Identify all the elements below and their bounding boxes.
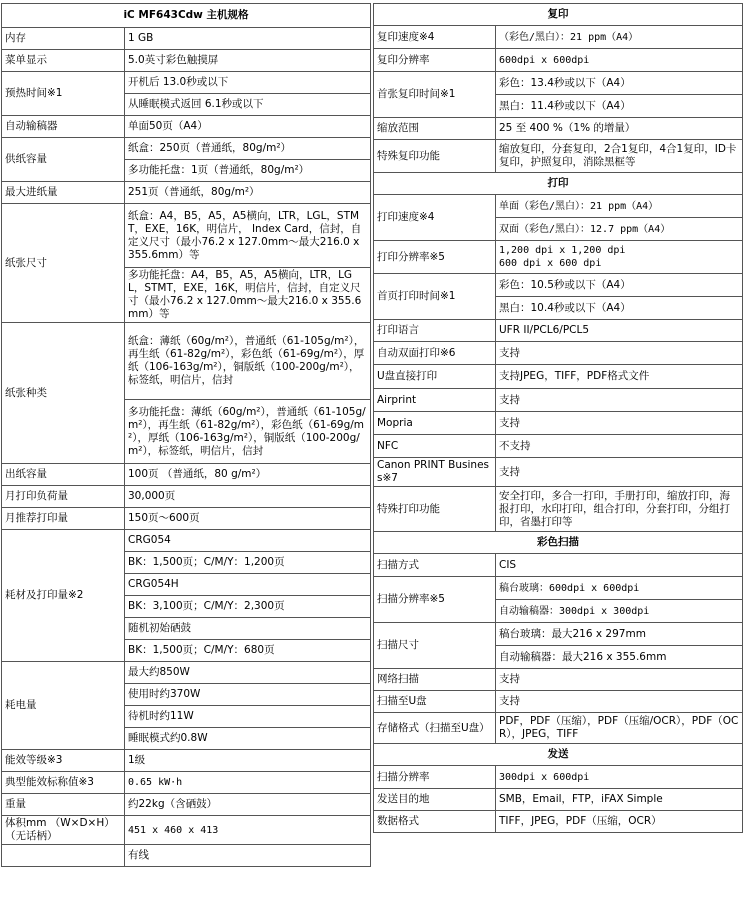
spec-label xyxy=(2,845,125,867)
table-row xyxy=(374,577,743,600)
section-title: 打印 xyxy=(374,173,743,195)
spec-value: 支持 xyxy=(496,669,743,691)
table-row xyxy=(374,118,743,140)
spec-value: 彩色：10.5秒或以下（A4） xyxy=(496,274,743,297)
spec-label: Airprint xyxy=(374,389,496,412)
table-row xyxy=(374,49,743,72)
spec-value: 待机时约11W xyxy=(125,706,371,728)
spec-value: 451 x 460 x 413 xyxy=(125,816,371,845)
spec-value: BK：1,500页；C/M/Y：680页 xyxy=(125,640,371,662)
table-row xyxy=(374,669,743,691)
spec-label: U盘直接打印 xyxy=(374,365,496,389)
spec-label: 能效等级※3 xyxy=(2,750,125,772)
table-row xyxy=(2,204,371,268)
table-row xyxy=(374,241,743,274)
table-row xyxy=(374,72,743,95)
spec-label: 体积mm （W×D×H）（无话柄） xyxy=(2,816,125,845)
spec-value: CRG054H xyxy=(125,574,371,596)
spec-label: 月打印负荷量 xyxy=(2,486,125,508)
spec-value: 有线 xyxy=(125,845,371,867)
spec-label: 最大进纸量 xyxy=(2,182,125,204)
table-row xyxy=(2,72,371,94)
table-row xyxy=(2,794,371,816)
spec-value: CRG054 xyxy=(125,530,371,552)
spec-label: 特殊打印功能 xyxy=(374,487,496,532)
section-title: 发送 xyxy=(374,744,743,766)
spec-value: 稿台玻璃：最大216 x 297mm xyxy=(496,623,743,646)
main-spec-table xyxy=(1,3,371,867)
spec-label: 网络扫描 xyxy=(374,669,496,691)
spec-value: PDF，PDF（压缩），PDF（压缩/OCR），PDF（OCR），JPEG，TIFF xyxy=(496,713,743,744)
spec-label: 缩放范围 xyxy=(374,118,496,140)
spec-label: Mopria xyxy=(374,412,496,435)
spec-value: 多功能托盘：1页（普通纸，80g/m²） xyxy=(125,160,371,182)
spec-label: 重量 xyxy=(2,794,125,816)
spec-value: 支持 xyxy=(496,691,743,713)
table-row xyxy=(374,766,743,789)
table-row xyxy=(2,662,371,684)
spec-label: 供纸容量 xyxy=(2,138,125,182)
spec-value: 约22kg（含硒鼓） xyxy=(125,794,371,816)
spec-value: 1 GB xyxy=(125,28,371,50)
table-row xyxy=(2,138,371,160)
spec-value: 1级 xyxy=(125,750,371,772)
spec-label: Canon PRINT Business※7 xyxy=(374,458,496,487)
spec-value: 150页～600页 xyxy=(125,508,371,530)
table-row xyxy=(2,323,371,400)
spec-value: 100页 （普通纸，80 g/m²） xyxy=(125,464,371,486)
spec-value: CIS xyxy=(496,554,743,577)
spec-label: 打印速度※4 xyxy=(374,195,496,241)
spec-label: 纸张种类 xyxy=(2,323,125,464)
spec-label: 复印分辨率 xyxy=(374,49,496,72)
table-row xyxy=(374,554,743,577)
spec-label: 扫描分辨率 xyxy=(374,766,496,789)
spec-value: 单面50页（A4） xyxy=(125,116,371,138)
table-row xyxy=(2,772,371,794)
spec-value: 纸盒：A4，B5，A5，A5横向，LTR，LGL，STMT，EXE，16K，明信片， Index Card，信封，自定义尺寸（最小76.2 x 127.0mm～最大216.0 x 355.6mm）等 xyxy=(125,204,371,268)
spec-value: 25 至 400 %（1% 的增量） xyxy=(496,118,743,140)
spec-label: 复印速度※4 xyxy=(374,26,496,49)
spec-label: 预热时间※1 xyxy=(2,72,125,116)
table-row xyxy=(374,389,743,412)
table-row xyxy=(374,26,743,49)
function-spec-table xyxy=(373,3,743,833)
spec-label: 数据格式 xyxy=(374,811,496,833)
spec-value: 单面（彩色/黑白）：21 ppm（A4） xyxy=(496,195,743,218)
spec-label: 首页打印时间※1 xyxy=(374,274,496,320)
spec-value: 从睡眠模式返回 6.1秒或以下 xyxy=(125,94,371,116)
spec-value: 开机后 13.0秒或以下 xyxy=(125,72,371,94)
spec-value: UFR II/PCL6/PCL5 xyxy=(496,320,743,342)
spec-label: 首张复印时间※1 xyxy=(374,72,496,118)
spec-value: 纸盒：薄纸（60g/m²），普通纸（61-105g/m²），再生纸（61-82g/m²），彩色纸（61-69g/m²），厚纸（106-163g/m²），铜版纸（100-200g/m²），标签纸，明信片，信封 xyxy=(125,323,371,400)
spec-value: 多功能托盘：A4，B5，A5，A5横向，LTR，LGL，STMT，EXE，16K，明信片，信封，自定义尺寸（最小76.2 x 127.0mm～最大216.0 x 355.6mm）等 xyxy=(125,268,371,323)
table-row xyxy=(374,487,743,532)
table-row xyxy=(374,140,743,173)
table-row xyxy=(374,195,743,218)
spec-label: 存储格式（扫描至U盘） xyxy=(374,713,496,744)
table-row xyxy=(2,182,371,204)
spec-label: 耗电量 xyxy=(2,662,125,750)
spec-value: 不支持 xyxy=(496,435,743,458)
table-row xyxy=(2,508,371,530)
spec-value: 最大约850W xyxy=(125,662,371,684)
table-row xyxy=(2,750,371,772)
section-header-row xyxy=(374,173,743,195)
table-row xyxy=(374,435,743,458)
table-row xyxy=(2,816,371,845)
spec-value: 支持 xyxy=(496,342,743,365)
table-row xyxy=(2,50,371,72)
section-title: 复印 xyxy=(374,4,743,26)
spec-value: 彩色：13.4秒或以下（A4） xyxy=(496,72,743,95)
section-header-row xyxy=(374,532,743,554)
spec-value: 纸盒：250页（普通纸，80g/m²） xyxy=(125,138,371,160)
spec-label: 出纸容量 xyxy=(2,464,125,486)
table-row xyxy=(2,486,371,508)
spec-value: 支持 xyxy=(496,389,743,412)
table-row xyxy=(2,28,371,50)
spec-value: 支持 xyxy=(496,458,743,487)
spec-label: 纸张尺寸 xyxy=(2,204,125,323)
spec-value: BK：3,100页；C/M/Y：2,300页 xyxy=(125,596,371,618)
table-row xyxy=(374,713,743,744)
spec-value: 缩放复印，分套复印，2合1复印，4合1复印，ID卡复印，护照复印，消除黑框等 xyxy=(496,140,743,173)
spec-label: 打印分辨率※5 xyxy=(374,241,496,274)
table-row xyxy=(374,412,743,435)
spec-value: 安全打印，多合一打印，手册打印，缩放打印，海报打印，水印打印，组合打印，分套打印，分组打印，省墨打印等 xyxy=(496,487,743,532)
spec-value: 自动输稿器：300dpi x 300dpi xyxy=(496,600,743,623)
section-header-row xyxy=(374,4,743,26)
table-title: iC MF643Cdw 主机规格 xyxy=(2,4,371,28)
spec-label: NFC xyxy=(374,435,496,458)
table-row xyxy=(2,845,371,867)
spec-value: 自动输稿器：最大216 x 355.6mm xyxy=(496,646,743,669)
spec-label: 特殊复印功能 xyxy=(374,140,496,173)
table-row xyxy=(374,320,743,342)
spec-value: 30,000页 xyxy=(125,486,371,508)
spec-label: 自动双面打印※6 xyxy=(374,342,496,365)
table-row xyxy=(374,789,743,811)
spec-value: SMB，Email，FTP，iFAX Simple xyxy=(496,789,743,811)
spec-label: 内存 xyxy=(2,28,125,50)
spec-value: 随机初始硒鼓 xyxy=(125,618,371,640)
spec-label: 耗材及打印量※2 xyxy=(2,530,125,662)
spec-label: 菜单显示 xyxy=(2,50,125,72)
spec-label: 发送目的地 xyxy=(374,789,496,811)
spec-value: 双面（彩色/黑白）：12.7 ppm（A4） xyxy=(496,218,743,241)
spec-value: 支持JPEG，TIFF，PDF格式文件 xyxy=(496,365,743,389)
spec-label: 自动输稿器 xyxy=(2,116,125,138)
spec-value: 黑白：10.4秒或以下（A4） xyxy=(496,297,743,320)
spec-value: 251页（普通纸，80g/m²） xyxy=(125,182,371,204)
spec-value: （彩色/黑白）：21 ppm（A4） xyxy=(496,26,743,49)
spec-label: 典型能效标称值※3 xyxy=(2,772,125,794)
spec-label: 扫描至U盘 xyxy=(374,691,496,713)
spec-value: 黑白：11.4秒或以下（A4） xyxy=(496,95,743,118)
spec-label: 扫描分辨率※5 xyxy=(374,577,496,623)
table-row xyxy=(374,274,743,297)
spec-value: 稿台玻璃：600dpi x 600dpi xyxy=(496,577,743,600)
spec-value: BK：1,500页；C/M/Y：1,200页 xyxy=(125,552,371,574)
spec-value: 多功能托盘：薄纸（60g/m²），普通纸（61-105g/m²），再生纸（61-82g/m²），彩色纸（61-69g/m²），厚纸（106-163g/m²），铜版纸（100-200g/m²），标签纸，明信片，信封 xyxy=(125,400,371,464)
table-row xyxy=(374,811,743,833)
spec-value: 0.65 kW·h xyxy=(125,772,371,794)
section-title: 彩色扫描 xyxy=(374,532,743,554)
table-row xyxy=(374,691,743,713)
table-row xyxy=(374,365,743,389)
spec-value: 300dpi x 600dpi xyxy=(496,766,743,789)
spec-label: 扫描方式 xyxy=(374,554,496,577)
spec-value: 600dpi x 600dpi xyxy=(496,49,743,72)
table-row xyxy=(374,458,743,487)
spec-value: 支持 xyxy=(496,412,743,435)
section-header-row xyxy=(374,744,743,766)
spec-value: 睡眠模式约0.8W xyxy=(125,728,371,750)
spec-label: 月推荐打印量 xyxy=(2,508,125,530)
spec-value: 1,200 dpi x 1,200 dpi 600 dpi x 600 dpi xyxy=(496,241,743,274)
spec-value: TIFF，JPEG，PDF（压缩，OCR） xyxy=(496,811,743,833)
spec-value: 5.0英寸彩色触摸屏 xyxy=(125,50,371,72)
table-row xyxy=(374,342,743,365)
table-row xyxy=(374,623,743,646)
table-row xyxy=(2,116,371,138)
table-row xyxy=(2,530,371,552)
spec-value: 使用时约370W xyxy=(125,684,371,706)
table-row xyxy=(2,464,371,486)
spec-label: 打印语言 xyxy=(374,320,496,342)
spec-label: 扫描尺寸 xyxy=(374,623,496,669)
